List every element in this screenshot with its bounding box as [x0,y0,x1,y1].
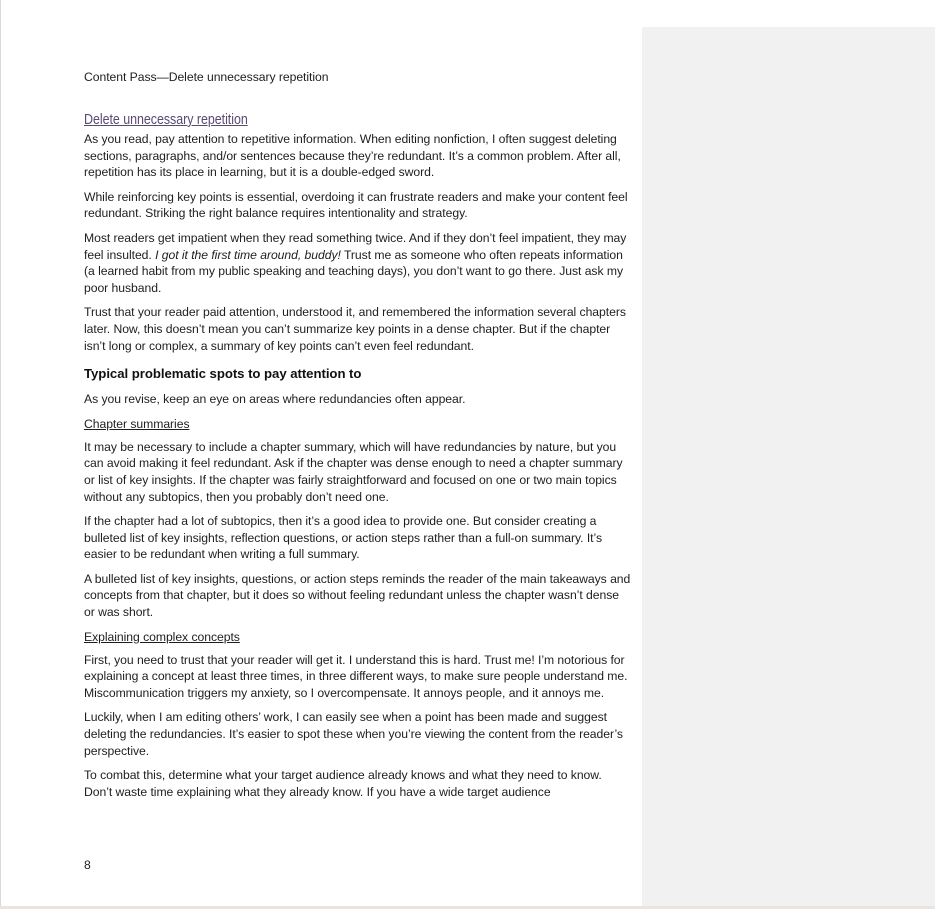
body-paragraph: A bulleted list of key insights, questions, or action steps reminds the reader of the main takeaways and concepts from that chapter, but it does so without feeling redundant unless the chapter wasn’t dense or was short. [84,571,631,620]
body-paragraph: To combat this, determine what your target audience already knows and what they need to know. Don’t waste time explaining what they already know. If you have a wide target audience [84,768,602,799]
italic-quote: I got it the first time around, buddy! [155,247,341,262]
chapter-summaries-heading: Chapter summaries [84,416,190,431]
text-run: Most readers get impatient when they read something twice. And if they don’t feel impatient, they may feel insulted. [84,230,627,262]
body-paragraph-impatient [84,230,632,296]
body-paragraph: While reinforcing key points is essential, overdoing it can frustrate readers and make your content feel redundant. Striking the right balance requires intentionality and strategy. [84,189,628,221]
subsection-heading: Typical problematic spots to pay attention to [84,366,362,382]
running-header: Content Pass—Delete unnecessary repetition [84,70,329,84]
text-run: Trust me as someone who often repeats information (a learned habit from my public speaking and teaching days), you don’t want to go there. Just ask my poor husband. [84,247,623,295]
body-paragraph: It may be necessary to include a chapter summary, which will have redundancies by nature, but you can avoid making it feel redundant. Ask if the chapter was dense enough to need a chapter summary or list of key insights. If the chapter was fairly straightforward and focused on one or two main topics without any subtopics, then you probably don’t need one. [84,439,623,504]
body-paragraph: Trust that your reader paid attention, understood it, and remembered the information several chapters later. Now, this doesn’t mean you can’t summarize key points in a dense chapter. But if the chapter isn’t long or complex, a summary of key points can’t even feel redundant. [84,305,626,353]
complex-concepts-heading: Explaining complex concepts [84,629,240,644]
body-paragraph: As you revise, keep an eye on areas where redundancies often appear. [84,392,466,407]
section-title: Delete unnecessary repetition [84,112,248,128]
page-content [84,69,632,808]
page-number: 8 [84,858,91,872]
body-paragraph: As you read, pay attention to repetitive information. When editing nonfiction, I often suggest deleting sections, paragraphs, and/or sentences because they’re redundant. It’s a common problem. After all, repetition has its place in learning, but it is a double-edged sword. [84,132,621,180]
body-paragraph: First, you need to trust that your reader will get it. I understand this is hard. Trust me! I’m notorious for explaining a concept at least three times, in three different ways, to make sure people understand me. Miscommunication triggers my anxiety, so I overcompensate. It annoys people, and it annoys me. [84,652,628,700]
body-paragraph: Luckily, when I am editing others’ work, I can easily see when a point has been made and suggest deleting the redundancies. It’s easier to spot these when you’re viewing the content from the reader’s perspective. [84,710,623,758]
comment-margin-pane [642,27,935,906]
body-paragraph: If the chapter had a lot of subtopics, then it’s a good idea to provide one. But consider creating a bulleted list of key insights, reflection questions, or action steps rather than a full-on summary. It’s easier to be redundant when writing a full summary. [84,514,602,562]
